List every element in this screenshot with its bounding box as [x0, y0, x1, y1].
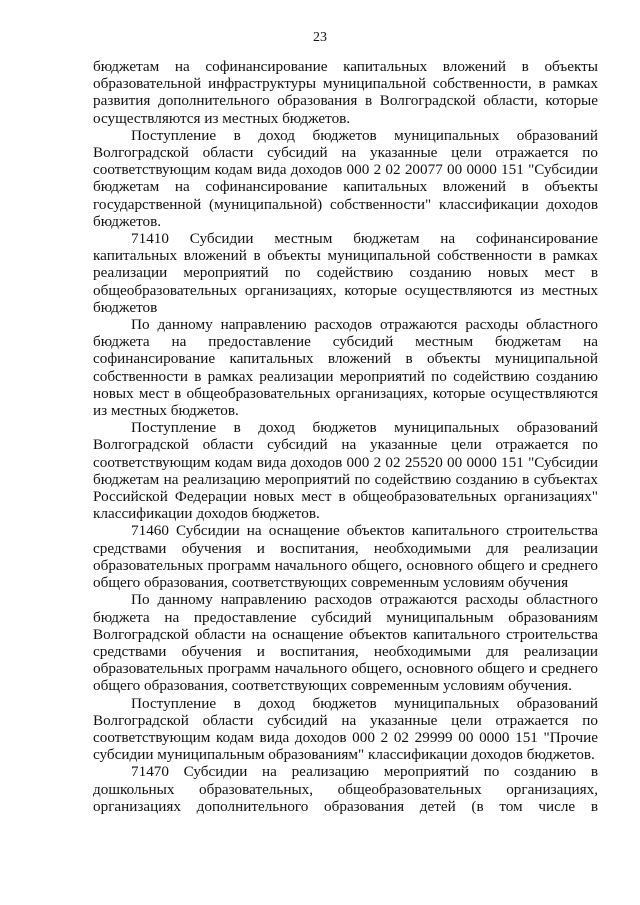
paragraph: 71410 Субсидии местным бюджетам на софинансирование капитальных вложений в объекты муниципальной собственности в рамках реализации мероприятий по содействию созданию новых мест в общеобразовательных организациях, которые осуществляются из местных бюджетов	[93, 230, 598, 316]
paragraph: Поступление в доход бюджетов муниципальных образований Волгоградской области субсидий на указанные цели отражается по соответствующим кодам вида доходов 000 2 02 29999 00 0000 151 "Прочие субсидии муниципальным образованиям" классификации доходов бюджетов.	[93, 694, 598, 764]
paragraph: бюджетам на софинансирование капитальных вложений в объекты образовательной инфраструктуры муниципальной собственности, в рамках развития дополнительного образования в Волгоградской области, которые осуществляются из местных бюджетов.	[93, 58, 598, 127]
paragraph: Поступление в доход бюджетов муниципальных образований Волгоградской области субсидий на указанные цели отражается по соответствующим кодам вида доходов 000 2 02 20077 00 0000 151 "Субсидии бюджетам на софинансирование капитальных вложений в объекты государственной (муниципальной) собственности" классификации доходов бюджетов.	[93, 126, 598, 230]
paragraph: По данному направлению расходов отражаются расходы областного бюджета на предоставление субсидий местным бюджетам на софинансирование капитальных вложений в объекты муниципальной собственности в рамках реализации мероприятий по содействию созданию новых мест в общеобразовательных организациях, которые осуществляются из местных бюджетов.	[93, 316, 598, 420]
paragraph: 71470 Субсидии на реализацию мероприятий по созданию в дошкольных образовательных, общеобразовательных организациях, организациях дополнительного образования детей (в том числе в	[93, 763, 598, 815]
paragraph: 71460 Субсидии на оснащение объектов капитального строительства средствами обучения и воспитания, необходимыми для реализации образовательных программ начального общего, основного общего и среднего общего образования, соответствующих современным условиям обучения	[93, 522, 598, 592]
document-text-body	[93, 58, 598, 815]
page-number: 23	[313, 30, 327, 45]
paragraph: По данному направлению расходов отражаются расходы областного бюджета на предоставление субсидий муниципальным образованиям Волгоградской области на оснащение объектов капитального строительства средствами обучения и воспитания, необходимыми для реализации образовательных программ начального общего, основного общего и среднего общего образования, соответствующих современным условиям обучения.	[93, 591, 598, 695]
paragraph: Поступление в доход бюджетов муниципальных образований Волгоградской области субсидий на указанные цели отражается по соответствующим кодам вида доходов 000 2 02 25520 00 0000 151 "Субсидии бюджетам на реализацию мероприятий по содействию созданию в субъектах Российской Федерации новых мест в общеобразовательных организациях" классификации доходов бюджетов.	[93, 419, 598, 523]
